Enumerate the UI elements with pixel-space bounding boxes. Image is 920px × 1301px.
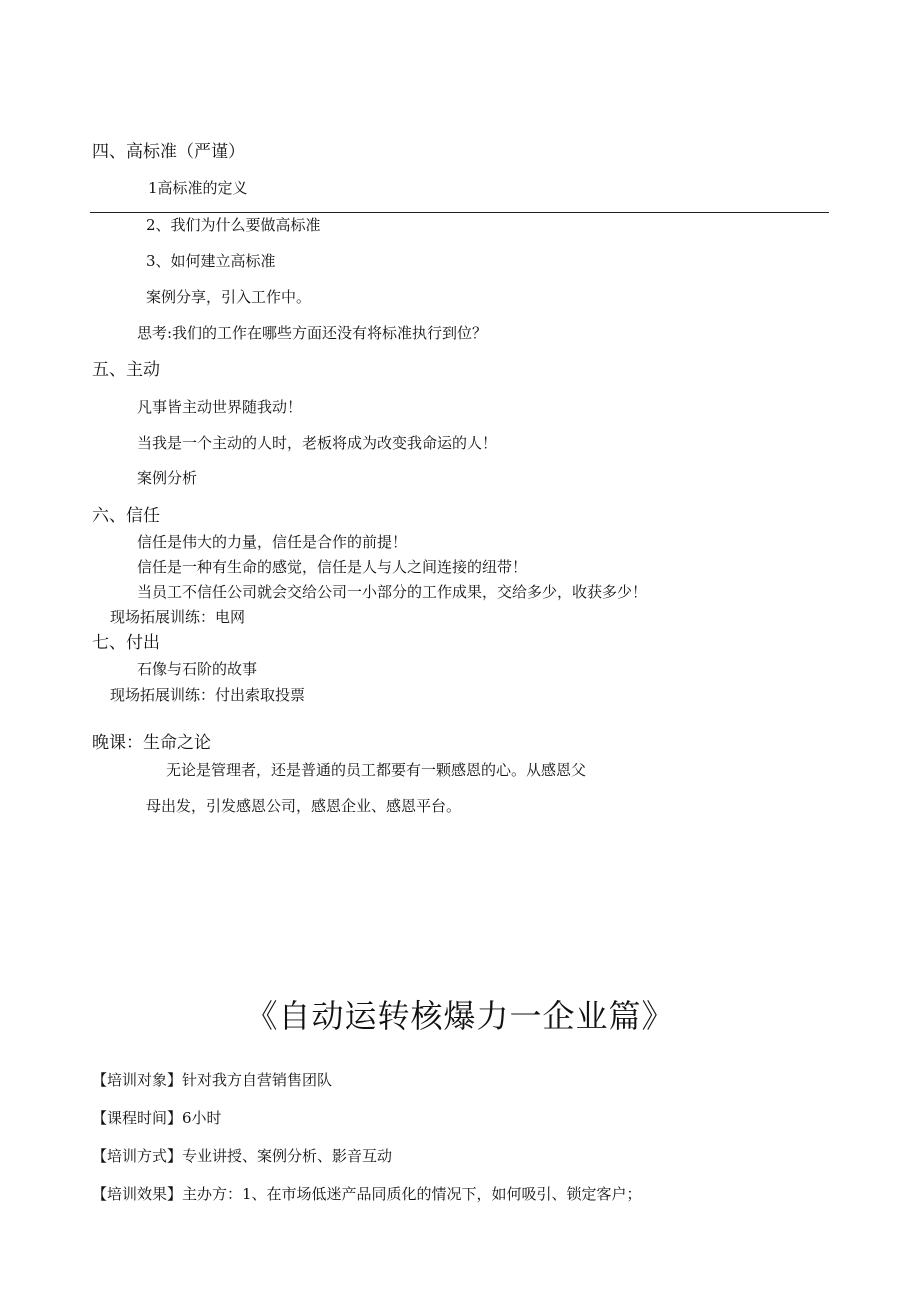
course-title: 《自动运转核爆力一企业篇》 [245, 997, 675, 1035]
section6-item-3: 当员工不信任公司就会交给公司一小部分的工作成果，交给多少，收获多少！ [137, 583, 648, 601]
course-field-target [92, 1070, 332, 1090]
field-value: 针对我方自营销售团队 [182, 1071, 333, 1089]
section4-item-4: 案例分享，引入工作中。 [146, 288, 312, 306]
evening-line-2: 母出发，引发感恩公司，感恩企业、感恩平台。 [146, 797, 462, 815]
evening-heading: 晚课：生命之论 [92, 733, 211, 753]
course-field-time [92, 1108, 222, 1128]
section7-item-1: 石像与石阶的故事 [137, 660, 258, 678]
section-heading-7: 七、付出 [92, 633, 160, 653]
field-label: 【培训对象】 [92, 1071, 183, 1089]
section4-item-3: 3、如何建立高标准 [146, 252, 276, 270]
section4-item-2: 2、我们为什么要做高标准 [146, 216, 321, 234]
section5-item-3: 案例分析 [137, 469, 198, 487]
section6-item-1: 信任是伟大的力量，信任是合作的前提！ [137, 533, 408, 551]
evening-line-1: 无论是管理者，还是普通的员工都要有一颗感恩的心。从感恩父 [166, 761, 587, 779]
course-field-method [92, 1146, 392, 1166]
section5-item-2: 当我是一个主动的人时，老板将成为改变我命运的人！ [137, 434, 498, 452]
field-label: 【培训方式】 [92, 1147, 183, 1165]
field-value: 主办方：1、在市场低迷产品同质化的情况下，如何吸引、锁定客户； [182, 1185, 642, 1203]
field-value: 6小时 [182, 1109, 222, 1127]
section6-item-2: 信任是一种有生命的感觉，信任是人与人之间连接的纽带！ [137, 558, 528, 576]
field-value: 专业讲授、案例分析、影音互动 [182, 1147, 393, 1165]
section7-item-2: 现场拓展训练：付出索取投票 [110, 686, 306, 704]
section-heading-4: 四、高标准（严谨） [92, 142, 245, 162]
section6-item-4: 现场拓展训练：电网 [110, 608, 246, 626]
section4-item-1: 1高标准的定义 [148, 179, 248, 197]
section-heading-5: 五、主动 [92, 360, 160, 380]
field-label: 【课程时间】 [92, 1109, 183, 1127]
section-heading-6: 六、信任 [92, 506, 160, 526]
field-label: 【培训效果】 [92, 1185, 183, 1203]
section5-item-1: 凡事皆主动世界随我动！ [137, 398, 303, 416]
section4-item-5: 思考:我们的工作在哪些方面还没有将标准执行到位？ [137, 324, 488, 342]
course-field-effect [92, 1184, 642, 1204]
horizontal-rule [90, 212, 829, 213]
